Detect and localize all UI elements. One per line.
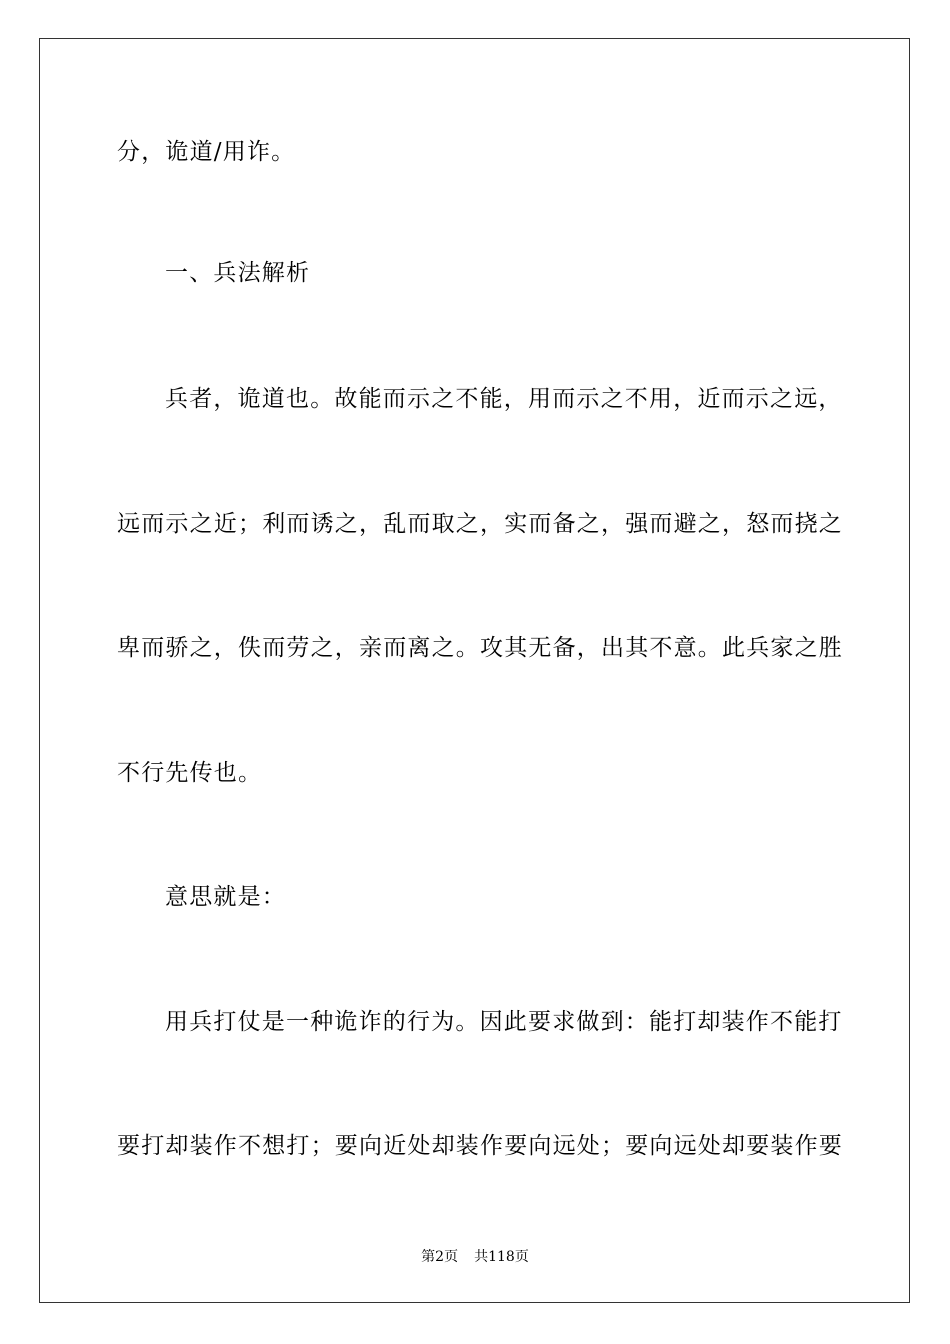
page-number: 第2页 — [421, 1249, 459, 1265]
section-heading: 一、兵法解析 — [165, 260, 311, 286]
page-footer — [0, 1248, 950, 1266]
page-total: 共118页 — [474, 1249, 529, 1265]
text-line: 用兵打仗是一种诡诈的行为。因此要求做到：能打却装作不能打 — [165, 1009, 843, 1035]
text-line: 卑而骄之，佚而劳之，亲而离之。攻其无备，出其不意。此兵家之胜 — [117, 635, 843, 661]
text-line: 不行先传也。 — [117, 760, 263, 786]
text-line: 远而示之近；利而诱之，乱而取之，实而备之，强而避之，怒而挠之 — [117, 511, 843, 537]
text-line: 兵者，诡道也。故能而示之不能，用而示之不用，近而示之远， — [165, 386, 843, 412]
text-line: 要打却装作不想打；要向近处却装作要向远处；要向远处却要装作要 — [117, 1133, 843, 1159]
page-border — [39, 38, 910, 1303]
text-line: 意思就是： — [165, 884, 286, 910]
text-line: 分，诡道/用诈。 — [117, 139, 296, 165]
